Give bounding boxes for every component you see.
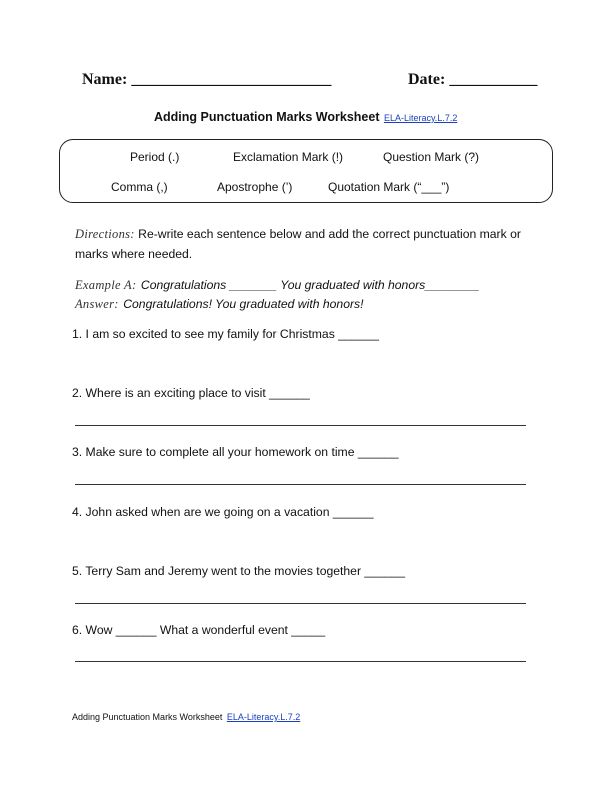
question-4: 4. John asked when are we going on a vacation ______: [72, 505, 374, 519]
directions-text: Re-write each sentence below and add the correct punctuation mark or marks where needed.: [75, 227, 521, 261]
answer-line-5[interactable]: [75, 603, 526, 604]
date-field-label: Date: ___________: [408, 71, 538, 88]
answer-row: [75, 295, 364, 313]
name-field-label: Name: _________________________: [82, 71, 332, 88]
answer-label: Answer:: [75, 297, 119, 311]
example-row: [75, 276, 479, 294]
mark-question: Question Mark (?): [383, 150, 480, 164]
directions-label: Directions:: [75, 227, 135, 241]
standard-link[interactable]: ELA-Literacy.L.7.2: [383, 113, 458, 123]
question-5: 5. Terry Sam and Jeremy went to the movies together ______: [72, 564, 406, 578]
mark-period: Period (.): [130, 150, 180, 164]
worksheet-title: [154, 108, 457, 126]
footer: [72, 707, 300, 725]
question-1: 1. I am so excited to see my family for Christmas ______: [72, 327, 379, 341]
title-text: Adding Punctuation Marks Worksheet: [154, 110, 380, 124]
example-text: Congratulations _______ You graduated with honors________: [140, 278, 480, 292]
answer-text: Congratulations! You graduated with honors!: [123, 297, 364, 311]
example-label: Example A:: [75, 278, 137, 292]
question-6: 6. Wow ______ What a wonderful event _____: [72, 623, 326, 637]
question-2: 2. Where is an exciting place to visit ______: [72, 386, 310, 400]
mark-comma: Comma (,): [111, 180, 168, 194]
mark-apostrophe: Apostrophe (’): [217, 180, 293, 194]
answer-line-2[interactable]: [75, 425, 526, 426]
mark-quotation: Quotation Mark (“___”): [328, 180, 450, 194]
directions: [75, 224, 525, 264]
question-3: 3. Make sure to complete all your homework on time ______: [72, 445, 399, 459]
mark-exclamation: Exclamation Mark (!): [233, 150, 344, 164]
answer-line-3[interactable]: [75, 484, 526, 485]
answer-line-6[interactable]: [75, 661, 526, 662]
footer-standard-link[interactable]: ELA-Literacy.L.7.2: [226, 712, 301, 722]
footer-text: Adding Punctuation Marks Worksheet: [72, 712, 223, 722]
